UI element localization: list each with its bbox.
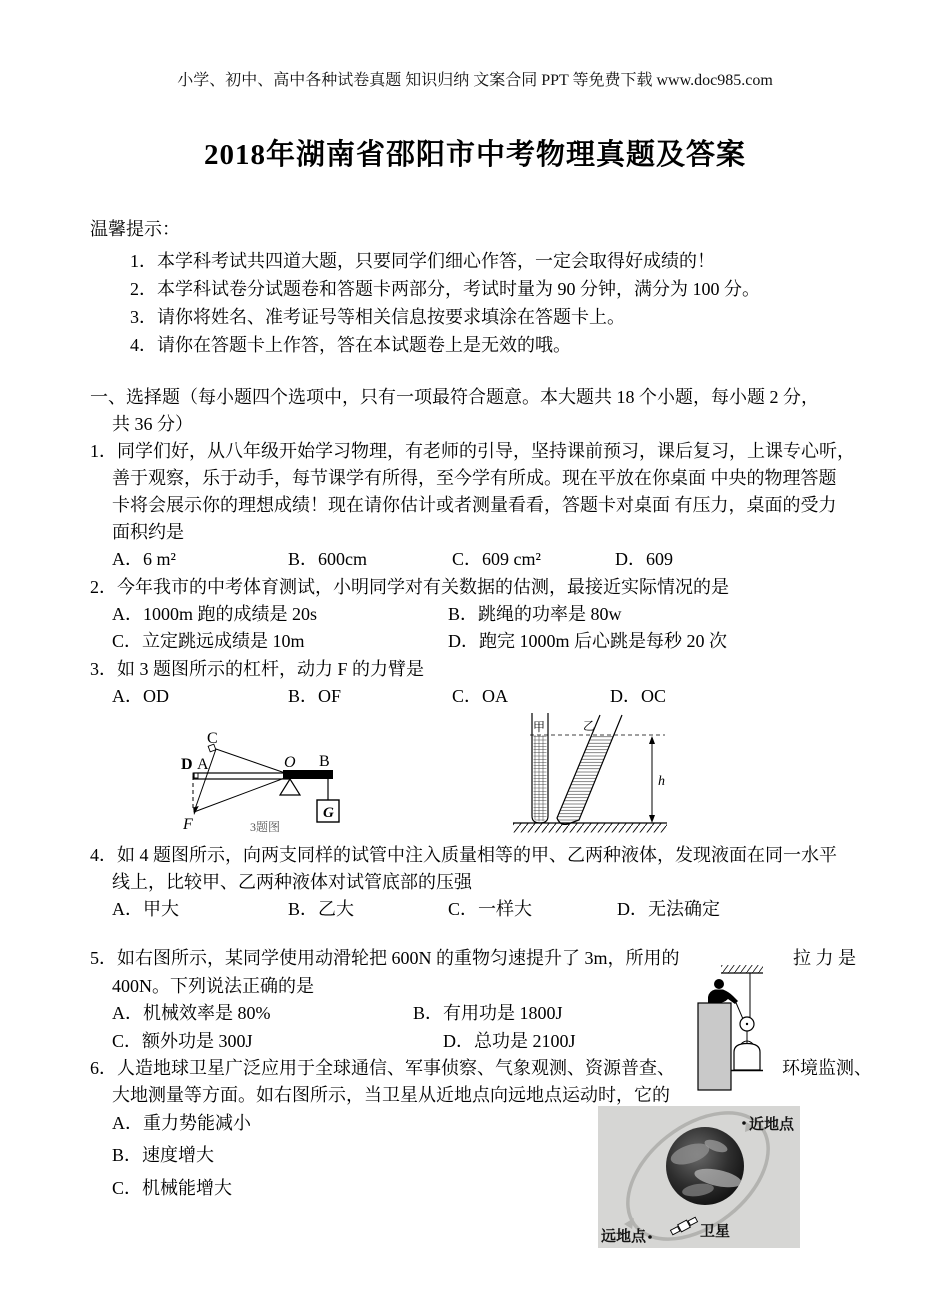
q1-option-b: B．600cm	[288, 549, 367, 569]
q1-line2: 善于观察，乐于动手，每节课学有所得，至今学有所成。现在平放在你桌面 中央的物理答题	[112, 468, 837, 488]
q6-option-c: C．机械能增大	[112, 1178, 233, 1198]
q3-option-a: A．OD	[112, 686, 169, 706]
q5-line1b: 拉 力 是	[793, 948, 856, 968]
fulcrum-icon	[280, 779, 300, 795]
weight-bell	[734, 1044, 760, 1071]
tip-item-4: 4．请你在答题卡上作答，答在本试题卷上是无效的哦。	[130, 335, 571, 355]
test-tubes-figure	[505, 700, 685, 850]
label-D: D	[181, 756, 193, 773]
q6-line1a: 6．人造地球卫星广泛应用于全球通信、军事侦察、气象观测、资源普查、	[90, 1058, 675, 1078]
tip-item-3: 3．请你将姓名、准考证号等相关信息按要求填涂在答题卡上。	[130, 307, 625, 327]
ceiling-hatch	[721, 965, 763, 973]
lever-beam-thick	[283, 770, 333, 779]
q2-option-b: B．跳绳的功率是 80w	[448, 604, 622, 624]
q2-option-d: D．跑完 1000m 后心跳是每秒 20 次	[448, 631, 727, 651]
label-B: B	[319, 753, 330, 770]
q5-option-c: C．额外功是 300J	[112, 1031, 253, 1051]
label-satellite: 卫星	[700, 1224, 731, 1240]
label-jia: 甲	[533, 720, 546, 734]
q3-line1: 3．如 3 题图所示的杠杆，动力 F 的力臂是	[90, 659, 425, 679]
q3-option-c: C．OA	[452, 686, 509, 706]
label-C: C	[207, 730, 218, 747]
ground-hatch	[513, 824, 667, 833]
label-perigee: 近地点	[749, 1117, 795, 1133]
q1-option-c: C．609 cm²	[452, 549, 541, 569]
q2-option-c: C．立定跳远成绩是 10m	[112, 631, 305, 651]
site-header: 小学、初中、高中各种试卷真题 知识归纳 文案合同 PPT 等免费下载 www.doc985.com	[177, 72, 773, 89]
q4-option-c: C．一样大	[448, 899, 533, 919]
q1-line1: 1．同学们好，从八年级开始学习物理，有老师的引导，坚持课前预习，课后复习，上课专心听，	[90, 441, 855, 461]
q6-line1b: 环境监测、	[782, 1058, 872, 1078]
q5-line2: 400N。下列说法正确的是	[112, 976, 314, 996]
platform	[698, 1003, 731, 1090]
label-F: F	[183, 816, 193, 833]
label-h: h	[658, 774, 665, 789]
tip-item-1: 1．本学科考试共四道大题，只要同学们细心作答，一定会取得好成绩的！	[130, 251, 715, 271]
q4-option-d: D．无法确定	[617, 899, 720, 919]
q4-line1: 4．如 4 题图所示，向两支同样的试管中注入质量相等的甲、乙两种液体，发现液面在同一水平	[90, 845, 837, 865]
lever-beam-thin	[194, 773, 290, 779]
label-yi: 乙	[583, 719, 596, 733]
q6-option-b: B．速度增大	[112, 1145, 215, 1165]
q3-option-b: B．OF	[288, 686, 342, 706]
lever-figure-caption: 3题图	[250, 820, 281, 834]
q1-option-a: A．6 m²	[112, 549, 176, 569]
section1-heading-line1: 一、选择题（每小题四个选项中，只有一项最符合题意。本大题共 18 个小题，每小题 2 分，	[90, 387, 819, 407]
label-A: A	[197, 756, 209, 773]
q5-line1a: 5．如右图所示，某同学使用动滑轮把 600N 的重物匀速提升了 3m，所用的	[90, 948, 680, 968]
q1-line4: 面积约是	[112, 522, 184, 542]
q2-option-a: A．1000m 跑的成绩是 20s	[112, 604, 318, 624]
q5-option-a: A．机械效率是 80%	[112, 1003, 271, 1023]
person-icon	[714, 979, 724, 989]
q3-option-d: D．OC	[610, 686, 667, 706]
q4-line2: 线上，比较甲、乙两种液体对试管底部的压强	[112, 872, 472, 892]
q5-option-b: B．有用功是 1800J	[413, 1003, 563, 1023]
section1-heading-line2: 共 36 分）	[112, 414, 193, 434]
page-title: 2018年湖南省邵阳市中考物理真题及答案	[203, 139, 746, 171]
q5-option-d: D．总功是 2100J	[443, 1031, 576, 1051]
q6-option-a: A．重力势能减小	[112, 1113, 251, 1133]
satellite-figure	[598, 1106, 800, 1253]
q1-line3: 卡将会展示你的理想成绩！现在请你估计或者测量看看，答题卡对桌面 有压力，桌面的受力	[112, 495, 837, 515]
tip-item-2: 2．本学科试卷分试题卷和答题卡两部分，考试时量为 90 分钟，满分为 100 分。	[130, 279, 760, 299]
q2-line1: 2．今年我市的中考体育测试，小明同学对有关数据的估测，最接近实际情况的是	[90, 577, 729, 597]
q4-option-b: B．乙大	[288, 899, 355, 919]
label-apogee: 远地点	[601, 1229, 647, 1245]
test-tubes-diagram	[505, 700, 685, 845]
satellite-orbit-diagram	[598, 1106, 800, 1248]
q4-option-a: A．甲大	[112, 899, 179, 919]
tips-label: 温馨提示：	[90, 219, 180, 239]
label-O: O	[284, 754, 296, 771]
q1-option-d: D．609	[615, 549, 673, 569]
label-G: G	[323, 805, 334, 821]
q6-line2: 大地测量等方面。如右图所示，当卫星从近地点向远地点运动时，它的	[112, 1085, 670, 1105]
